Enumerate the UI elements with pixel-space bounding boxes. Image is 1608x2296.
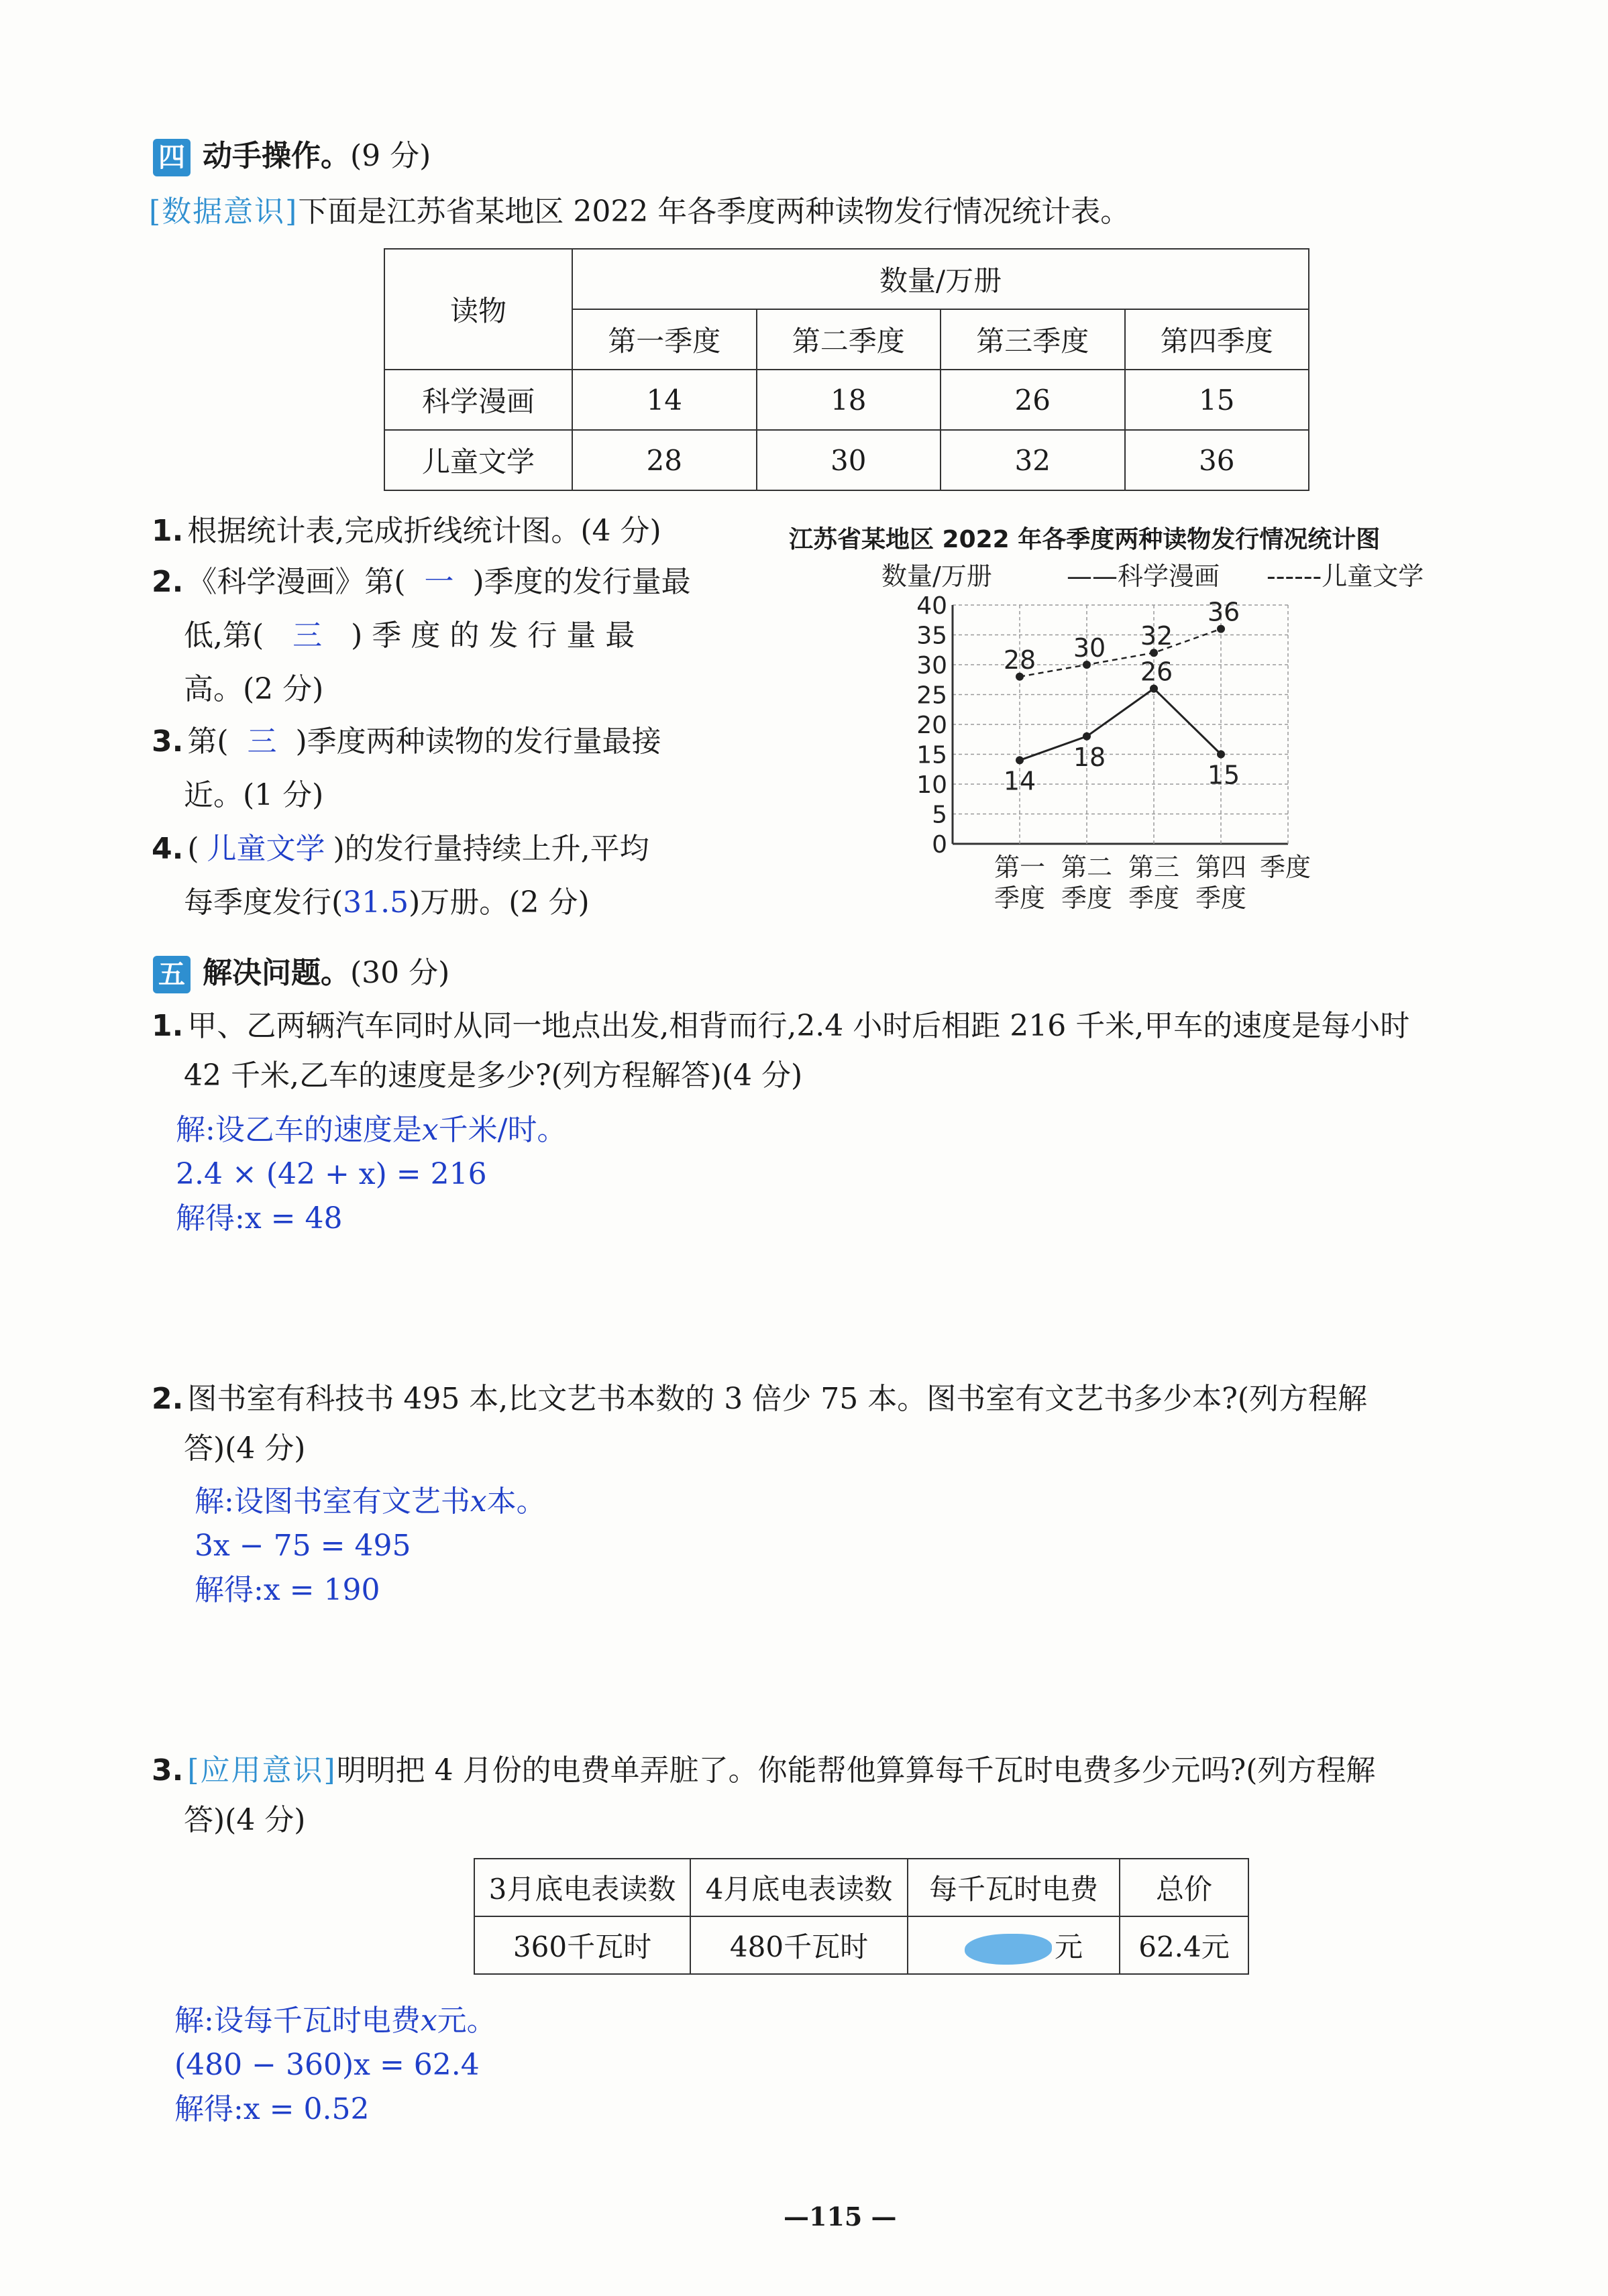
question-text: 每季度发行( bbox=[184, 885, 343, 920]
answer-blank: 一 bbox=[424, 565, 454, 599]
page-number: —115 — bbox=[784, 2201, 897, 2232]
section5-points: (30 分) bbox=[350, 956, 450, 990]
question-text: 答)(4 分) bbox=[184, 1431, 306, 1466]
row-label: 科学漫画 bbox=[384, 370, 572, 430]
x-tick-label: 第四 bbox=[1195, 853, 1247, 882]
section4-intro: 下面是江苏省某地区 2022 年各季度两种读物发行情况统计表。 bbox=[298, 195, 1130, 229]
y-tick-label: 40 bbox=[916, 592, 947, 620]
table-cell: 26 bbox=[941, 370, 1125, 430]
data-point bbox=[1016, 756, 1024, 764]
legend-entry-dashed: ------儿童文学 bbox=[1267, 561, 1424, 591]
data-label: 30 bbox=[1073, 633, 1106, 663]
x-tick-label: 第二 bbox=[1061, 853, 1113, 882]
table-cell: 28 bbox=[572, 430, 757, 490]
equation: 2.4 × (42 + x) = 216 bbox=[176, 1157, 487, 1191]
x-axis-label: 季度 bbox=[1260, 853, 1311, 882]
y-tick-label: 30 bbox=[916, 652, 947, 679]
y-tick-label: 25 bbox=[916, 681, 947, 710]
problem-5-1 bbox=[152, 1006, 1409, 1096]
table-row bbox=[384, 430, 1309, 490]
quarter-header: 第四季度 bbox=[1125, 309, 1309, 370]
bill-cell-smudged bbox=[908, 1916, 1120, 1974]
bill-cell: 62.4元 bbox=[1120, 1916, 1248, 1974]
question-4-4 bbox=[152, 829, 649, 923]
question-text: )季度的发行量最 bbox=[351, 618, 645, 653]
col-header-quantity: 数量/万册 bbox=[572, 249, 1309, 309]
question-number: 3. bbox=[152, 1753, 184, 1788]
x-tick-label: 季度 bbox=[1061, 883, 1113, 913]
solution-result: 解得:x = 190 bbox=[195, 1573, 380, 1607]
question-number: 1. bbox=[152, 514, 184, 548]
y-tick-label: 20 bbox=[916, 712, 947, 739]
question-text: 《科学漫画》第( bbox=[187, 565, 406, 599]
y-tick-label: 0 bbox=[932, 831, 947, 859]
quarter-header: 第三季度 bbox=[941, 309, 1125, 370]
data-point bbox=[1083, 732, 1091, 741]
x-tick-label: 季度 bbox=[1128, 883, 1180, 913]
question-text: 42 千米,乙车的速度是多少?(列方程解答)(4 分) bbox=[184, 1058, 803, 1093]
solution-text: 本。 bbox=[486, 1484, 546, 1519]
variable: x bbox=[470, 1484, 487, 1519]
x-tick-label: 季度 bbox=[994, 883, 1046, 913]
equation: (480 − 360)x = 62.4 bbox=[174, 2048, 480, 2082]
solution-text: 解:设乙车的速度是 bbox=[176, 1113, 422, 1147]
variable: x bbox=[420, 2004, 437, 2038]
solution-text: 解:设图书室有文艺书 bbox=[195, 1484, 470, 1519]
y-tick-label: 10 bbox=[916, 771, 947, 799]
question-4-2 bbox=[152, 562, 691, 710]
quarter-header: 第二季度 bbox=[757, 309, 941, 370]
answer-blank: 三 bbox=[247, 724, 277, 759]
section5-badge: 五 bbox=[153, 956, 191, 993]
question-text: 根据统计表,完成折线统计图。(4 分) bbox=[187, 514, 661, 548]
section4-title: 动手操作。 bbox=[203, 139, 350, 173]
question-text: ( bbox=[187, 832, 199, 866]
electricity-bill-table bbox=[474, 1858, 1249, 1975]
question-4-1 bbox=[152, 511, 661, 551]
section4-intro-line bbox=[149, 192, 1130, 232]
solution-result: 解得:x = 48 bbox=[176, 1201, 343, 1236]
solution-result: 解得:x = 0.52 bbox=[174, 2092, 370, 2126]
col-header-reading: 读物 bbox=[384, 249, 572, 370]
question-number: 1. bbox=[152, 1009, 184, 1043]
data-label: 32 bbox=[1140, 621, 1173, 651]
solution-5-3 bbox=[174, 1999, 496, 2132]
ink-smudge bbox=[965, 1934, 1052, 1965]
chart-title: 江苏省某地区 2022 年各季度两种读物发行情况统计图 bbox=[789, 526, 1381, 553]
data-label: 18 bbox=[1073, 742, 1106, 772]
problem-5-3 bbox=[152, 1751, 1375, 1841]
table-cell: 18 bbox=[757, 370, 941, 430]
question-text: 第( bbox=[187, 724, 229, 759]
answer-blank: 儿童文学 bbox=[207, 832, 325, 866]
bill-cell: 480千瓦时 bbox=[690, 1916, 908, 1974]
table-row bbox=[474, 1916, 1248, 1974]
equation: 3x − 75 = 495 bbox=[195, 1529, 411, 1563]
table-cell: 36 bbox=[1125, 430, 1309, 490]
question-number: 2. bbox=[152, 1382, 184, 1416]
stats-table bbox=[384, 248, 1309, 491]
question-text: 明明把 4 月份的电费单弄脏了。你能帮他算算每千瓦时电费多少元吗?(列方程解 bbox=[336, 1753, 1376, 1788]
x-tick-label: 第三 bbox=[1128, 853, 1180, 882]
y-axis-label: 数量/万册 bbox=[881, 561, 992, 591]
solution-5-1 bbox=[176, 1108, 566, 1241]
bill-header: 3月底电表读数 bbox=[474, 1859, 690, 1916]
section5-title: 解决问题。 bbox=[203, 956, 350, 990]
data-label: 28 bbox=[1003, 645, 1036, 675]
question-number: 3. bbox=[152, 724, 184, 759]
section4-badge: 四 bbox=[153, 139, 191, 176]
bill-cell: 360千瓦时 bbox=[474, 1916, 690, 1974]
solution-text: 千米/时。 bbox=[438, 1113, 567, 1147]
question-text: 高。(2 分) bbox=[184, 672, 324, 706]
answer-blank: 31.5 bbox=[343, 885, 409, 920]
question-number: 2. bbox=[152, 565, 184, 599]
data-point bbox=[1217, 751, 1225, 759]
answer-blank: 三 bbox=[292, 618, 323, 653]
question-number: 4. bbox=[152, 832, 184, 866]
question-text: )季度的发行量最 bbox=[472, 565, 691, 599]
bill-cell: 元 bbox=[1054, 1930, 1083, 1963]
table-cell: 30 bbox=[757, 430, 941, 490]
question-text: 低,第( bbox=[184, 618, 264, 653]
question-text: 图书室有科技书 495 本,比文艺书本数的 3 倍少 75 本。图书室有文艺书多少本?(列方程解 bbox=[187, 1382, 1367, 1416]
table-cell: 15 bbox=[1125, 370, 1309, 430]
variable: x bbox=[421, 1113, 439, 1147]
question-text: )万册。(2 分) bbox=[409, 885, 590, 920]
table-cell: 32 bbox=[941, 430, 1125, 490]
y-tick-label: 5 bbox=[932, 801, 947, 829]
legend-entry-solid: ——科学漫画 bbox=[1067, 561, 1220, 591]
data-awareness-tag: [数据意识] bbox=[149, 195, 299, 229]
x-tick-label: 第一 bbox=[994, 853, 1046, 882]
quarter-header: 第一季度 bbox=[572, 309, 757, 370]
section4-points: (9 分) bbox=[350, 139, 431, 173]
y-tick-label: 35 bbox=[916, 622, 947, 650]
line-chart bbox=[872, 555, 1476, 918]
row-label: 儿童文学 bbox=[384, 430, 572, 490]
y-tick-label: 15 bbox=[916, 741, 947, 769]
question-text: 近。(1 分) bbox=[184, 778, 324, 812]
bill-header: 4月底电表读数 bbox=[690, 1859, 908, 1916]
question-text: )季度两种读物的发行量最接 bbox=[295, 724, 661, 759]
data-label: 36 bbox=[1207, 597, 1240, 627]
x-tick-label: 季度 bbox=[1195, 883, 1247, 913]
question-text: 甲、乙两辆汽车同时从同一地点出发,相背而行,2.4 小时后相距 216 千米,甲车的速度是每小时 bbox=[187, 1009, 1410, 1043]
application-awareness-tag: [应用意识] bbox=[187, 1753, 337, 1788]
question-4-3 bbox=[152, 722, 661, 816]
question-text: 答)(4 分) bbox=[184, 1803, 306, 1837]
section5-header bbox=[153, 948, 449, 993]
problem-5-2 bbox=[152, 1379, 1367, 1469]
bill-header: 每千瓦时电费 bbox=[908, 1859, 1120, 1916]
data-label: 14 bbox=[1003, 766, 1036, 796]
question-text: )的发行量持续上升,平均 bbox=[333, 832, 649, 866]
data-label: 15 bbox=[1207, 760, 1240, 790]
bill-header: 总价 bbox=[1120, 1859, 1248, 1916]
table-cell: 14 bbox=[572, 370, 757, 430]
section4-header bbox=[153, 131, 431, 176]
data-label: 26 bbox=[1140, 657, 1173, 687]
solution-text: 解:设每千瓦时电费 bbox=[174, 2004, 421, 2038]
solution-text: 元。 bbox=[437, 2004, 496, 2038]
solution-5-2 bbox=[195, 1480, 546, 1612]
series-line bbox=[1020, 629, 1221, 677]
table-row bbox=[384, 370, 1309, 430]
